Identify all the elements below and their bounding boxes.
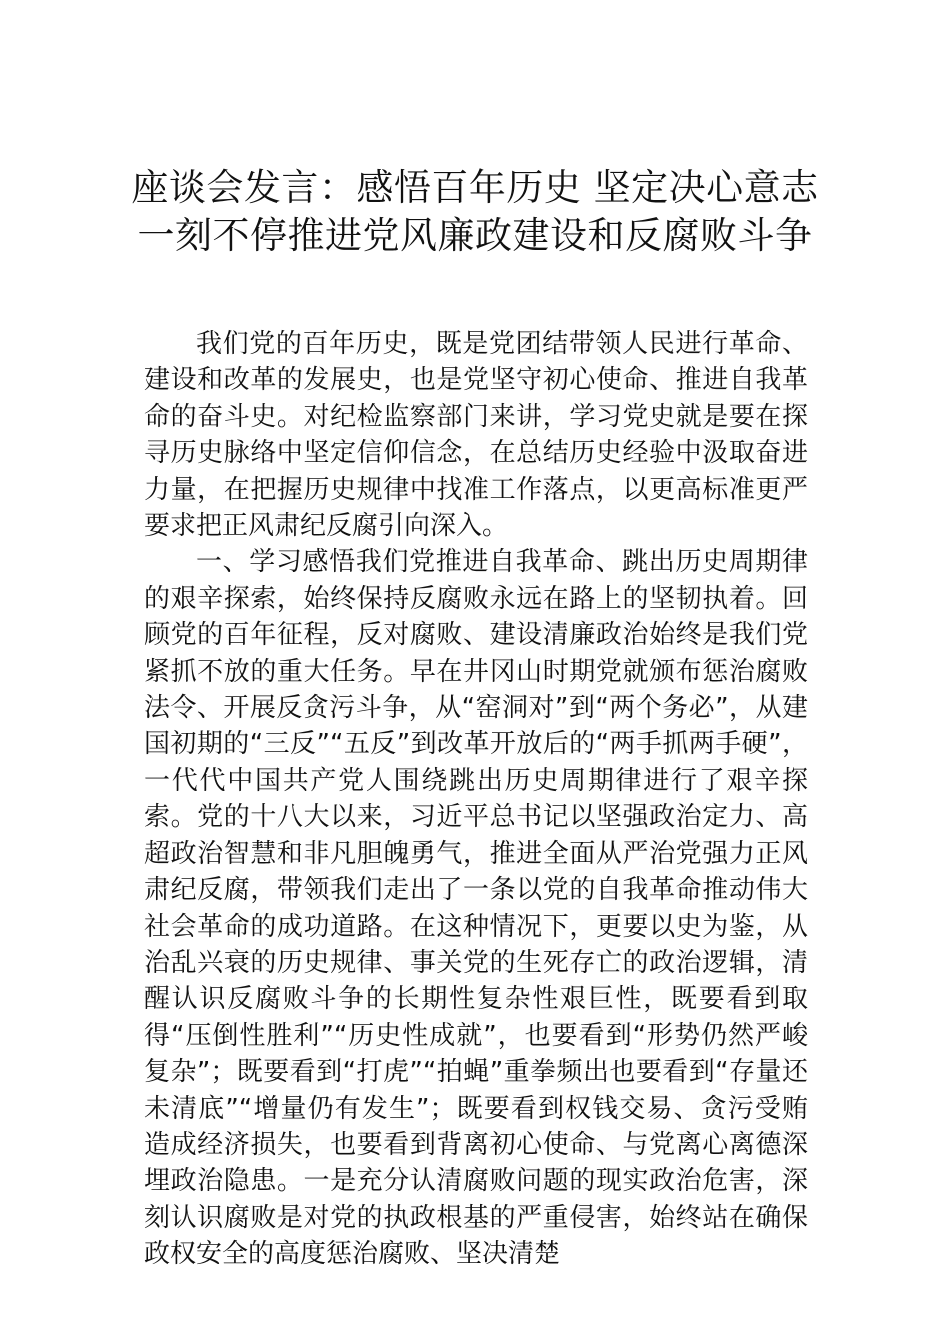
document-body <box>144 326 808 1273</box>
document-title-line-1: 座谈会发言：感悟百年历史 坚定决心意志 <box>131 166 819 209</box>
paragraph-section-one: 一、学习感悟我们党推进自我革命、跳出历史周期律的艰辛探索，始终保持反腐败永远在路上的坚韧执着。回顾党的百年征程，反对腐败、建设清廉政治始终是我们党紧抓不放的重大任务。早在井冈山时期党就颁布惩治腐败法令、开展反贪污斗争，从“窑洞对”到“两个务必”，从建国初期的“三反”“五反”到改革开放后的“两手抓两手硬”，一代代中国共产党人围绕跳出历史周期律进行了艰辛探索。党的十八大以来，习近平总书记以坚强政治定力、高超政治智慧和非凡胆魄勇气，推进全面从严治党强力正风肃纪反腐，带领我们走出了一条以党的自我革命推动伟大社会革命的成功道路。在这种情况下，更要以史为鉴，从治乱兴衰的历史规律、事关党的生死存亡的政治逻辑，清醒认识反腐败斗争的长期性复杂性艰巨性，既要看到取得“压倒性胜利”“历史性成就”，也要看到“形势仍然严峻复杂”；既要看到“打虎”“拍蝇”重拳频出也要看到“存量还未清底”“增量仍有发生”；既要看到权钱交易、贪污受贿造成经济损失，也要看到背离初心使命、与党离心离德深埋政治隐患。一是充分认清腐败问题的现实政治危害，深刻认识腐败是对党的执政根基的严重侵害，始终站在确保政权安全的高度惩治腐败、坚决清楚 <box>144 547 808 1270</box>
paragraph-intro: 我们党的百年历史，既是党团结带领人民进行革命、建设和改革的发展史，也是党坚守初心使命、推进自我革命的奋斗史。对纪检监察部门来讲，学习党史就是要在探寻历史脉络中坚定信仰信念，在总结历史经验中汲取奋进力量，在把握历史规律中找准工作落点，以更高标准更严要求把正风肃纪反腐引向深入。 <box>144 329 808 542</box>
document-title-line-2: 一刻不停推进党风廉政建设和反腐败斗争 <box>137 214 813 257</box>
